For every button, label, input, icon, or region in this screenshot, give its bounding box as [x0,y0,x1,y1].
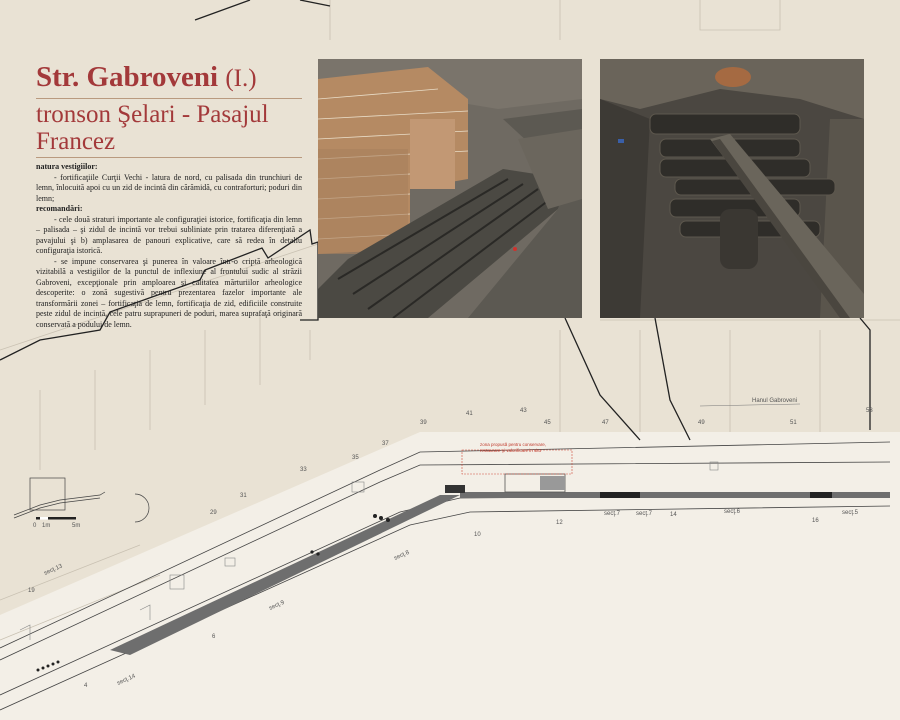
scale-label: 1m [42,523,51,529]
plan-number: 41 [466,411,473,417]
plan-section-label: secţ.13 [43,563,64,577]
plan-number: 29 [210,510,217,516]
title-suffix: (I.) [225,65,257,92]
page-title [36,60,302,96]
plan-section-label: secţ.7 [636,511,653,517]
description-text [36,162,302,330]
plan-number: 47 [602,420,609,426]
plan-number: 35 [352,455,359,461]
plan-number: 4 [84,683,88,689]
plan-section-label: secţ.5 [842,510,859,516]
title-block [36,60,302,160]
plan-number: 45 [544,420,551,426]
plan-number: 6 [212,634,216,640]
plan-section-label: secţ.14 [116,673,137,687]
plan-number: 12 [556,520,563,526]
title-rule [36,98,302,99]
plan-street-label: Hanul Gabroveni [752,398,798,404]
plan-number: 37 [382,441,389,447]
plan-red-note-1: zona propusă pentru conservare, [480,442,547,447]
plan-section-label: secţ.6 [724,509,741,515]
plan-number: 33 [300,467,307,473]
plan-number: 31 [240,493,247,499]
heading-natura-vestigiilor: natura vestigiilor: [36,162,98,171]
plan-section-label: secţ.7 [604,511,621,517]
plan-number: 49 [698,420,705,426]
scale-label: 0 [33,523,37,529]
page-subtitle: tronson Şelari - Pasajul Francez [36,101,269,155]
plan-number: 16 [812,518,819,524]
paragraph-recomandare-2: - se impune conservarea şi punerea în valoare într-o criptă arheologică vizitabilă a vestigiilor de la punctul de inflexiune al frontului sudic al străzii Gabroveni, excepţionale prin amploarea şi calitatea mărturiilor arheologice descoperite: o zonă sugestivă pentru prezentarea fazelor importante ale transformării zonei – fortificaţia de lemn, fortificaţia de zid, edificiile construite peste zidul de incintă, cele patru suprapuneri de poduri, marea suprafaţă originară conservată a podului de lemn. [36,256,302,329]
photo-excavation-2 [600,59,864,318]
plan-number: 19 [28,588,35,594]
plan-conservation-zone [462,450,572,474]
plan-number: 39 [420,420,427,426]
subtitle-rule [36,157,302,158]
scale-label: 5m [72,523,81,529]
plan-section-label: secţ.9 [268,599,286,612]
heading-recomandari: recomandări: [36,204,83,213]
plan-number: 43 [520,408,527,414]
plan-section-label: secţ.8 [393,549,411,562]
plan-number: 53 [866,408,873,414]
title-main: Str. Gabroveni [36,61,219,93]
photo-excavation-1 [318,59,582,318]
plan-numbers-south [84,512,819,689]
plan-number: 51 [790,420,797,426]
plan-number: 10 [474,532,481,538]
paragraph-recomandare-1: - cele două straturi importante ale configuraţiei istorice, fortificaţia din lemn – palisada – şi zidul de incintă vor trebui subliniate prin tratarea diferenţiată a pavajului şi b) amplasarea de panouri explicative, care să redea în detaliu configuraţia istorică. [36,214,302,255]
plan-number: 14 [670,512,677,518]
plan-red-note-2: restaurare şi valorificare in situ [480,448,542,453]
paragraph-natura: - fortificaţiile Curţii Vechi - latura de nord, cu palisada din trunchiuri de lemn, înlocuită apoi cu un zid de incintă din cărămidă, cu contraforturi; poduri din lemn; [36,172,302,203]
